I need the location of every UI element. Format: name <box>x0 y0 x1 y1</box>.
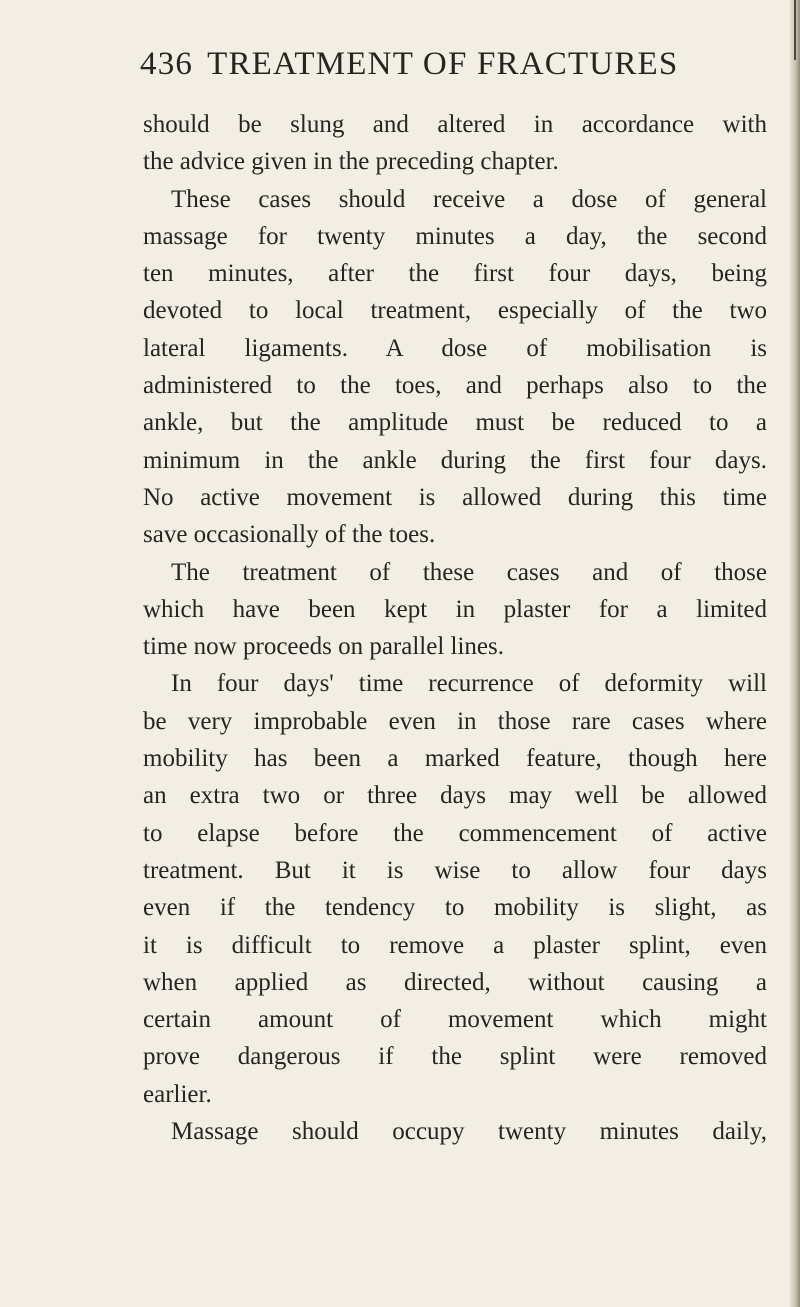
text-line: certain amount of movement which might <box>143 1006 767 1034</box>
text-line: prove dangerous if the splint were removed <box>143 1043 767 1071</box>
text-line: even if the tendency to mobility is slight, as <box>143 894 767 922</box>
text-line: These cases should receive a dose of general <box>171 185 767 213</box>
text-line: time now proceeds on parallel lines. <box>143 633 504 661</box>
text-line: save occasionally of the toes. <box>143 521 436 549</box>
running-head <box>140 44 740 84</box>
text-line: In four days' time recurrence of deformity will <box>171 670 767 698</box>
page-number: 436 <box>140 46 194 82</box>
body-text <box>143 106 767 1150</box>
text-line: Massage should occupy twenty minutes daily, <box>171 1118 767 1146</box>
text-line: the advice given in the preceding chapter. <box>143 148 559 176</box>
text-line: massage for twenty minutes a day, the second <box>143 222 767 250</box>
text-line: administered to the toes, and perhaps also to the <box>143 372 767 400</box>
text-line: lateral ligaments. A dose of mobilisation is <box>143 334 767 362</box>
text-line: No active movement is allowed during this time <box>143 483 767 511</box>
text-line: should be slung and altered in accordance with <box>143 111 767 138</box>
text-line: ankle, but the amplitude must be reduced to a <box>143 409 767 437</box>
text-line: it is difficult to remove a plaster splint, even <box>143 931 767 959</box>
text-line: earlier. <box>143 1080 212 1108</box>
text-line: mobility has been a marked feature, though here <box>143 745 767 773</box>
text-line: which have been kept in plaster for a limited <box>143 595 767 623</box>
text-line: be very improbable even in those rare cases where <box>143 707 767 735</box>
running-title: TREATMENT OF FRACTURES <box>207 46 679 82</box>
page-edge <box>790 0 800 1307</box>
text-line: minimum in the ankle during the first four days. <box>143 446 767 474</box>
text-line: The treatment of these cases and of those <box>171 558 767 586</box>
page-edge-line <box>794 0 796 60</box>
text-line: devoted to local treatment, especially of the two <box>143 297 767 325</box>
text-line: treatment. But it is wise to allow four days <box>143 856 767 884</box>
text-line: an extra two or three days may well be allowed <box>143 782 767 810</box>
text-line: ten minutes, after the first four days, being <box>143 260 767 288</box>
text-line: to elapse before the commencement of active <box>143 819 767 847</box>
text-line: when applied as directed, without causing a <box>143 968 767 996</box>
